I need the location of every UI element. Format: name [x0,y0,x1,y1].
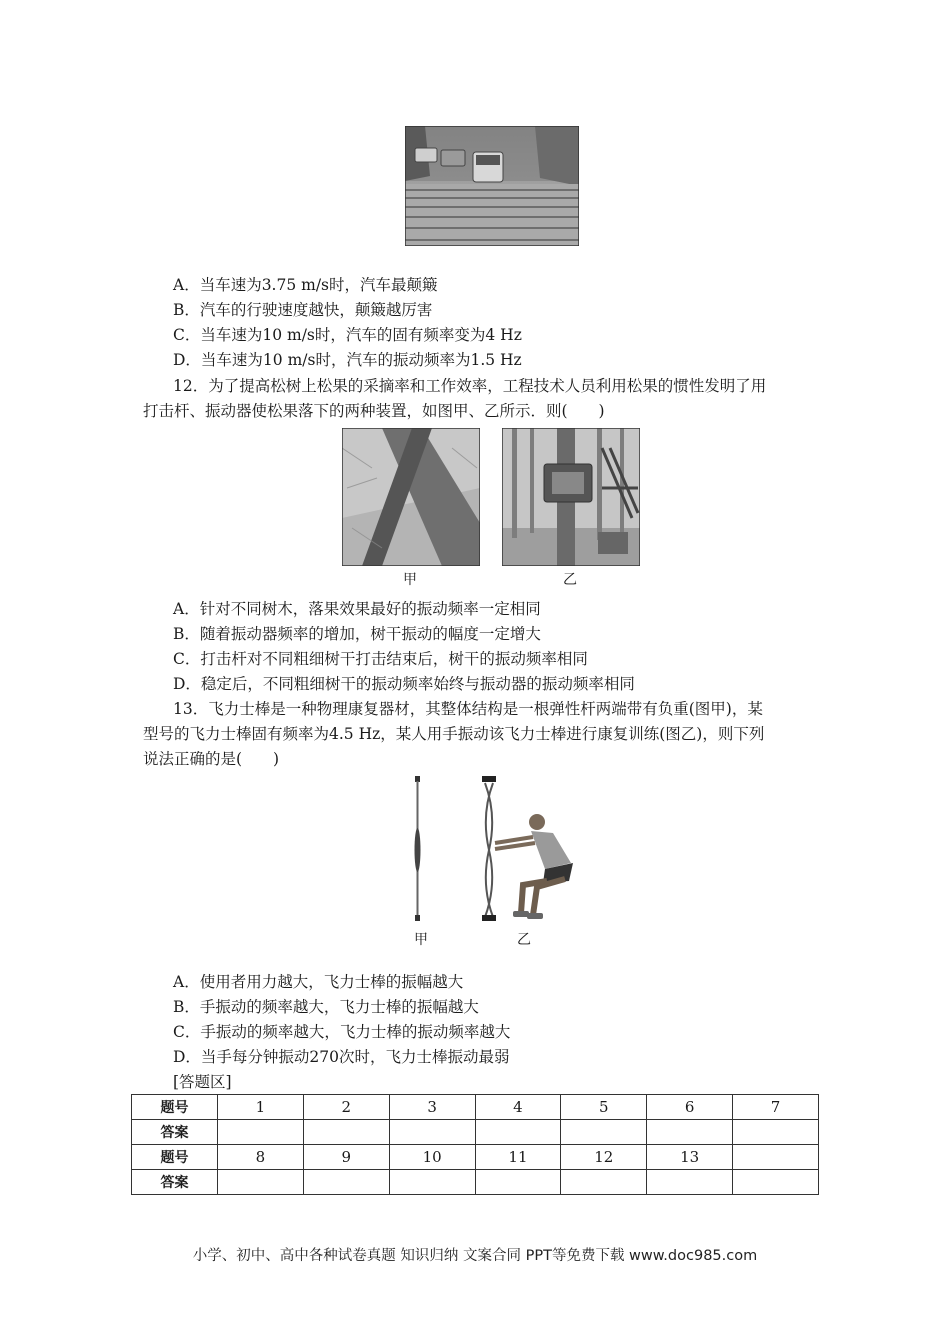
answer-cell[interactable] [647,1120,733,1145]
q12-option-d: D．稳定后，不同粗细树干的振动频率始终与振动器的振动频率相同 [173,675,635,693]
answer-cell[interactable] [389,1170,475,1195]
q13-option-b: B．手振动的频率越大，飞力士棒的振幅越大 [173,998,479,1016]
answer-table [131,1094,819,1195]
question-number-cell: 12 [561,1145,647,1170]
answer-cell[interactable] [647,1170,733,1195]
question-number-cell: 13 [647,1145,733,1170]
q13-option-c: C．手振动的频率越大，飞力士棒的振动频率越大 [173,1023,511,1041]
q11-option-a: A．当车速为3.75 m/s时，汽车最颠簸 [173,276,438,294]
q11-option-d: D．当车速为10 m/s时，汽车的振动频率为1.5 Hz [173,351,522,369]
q12-option-b: B．随着振动器频率的增加，树干振动的幅度一定增大 [173,625,541,643]
answer-cell[interactable] [389,1120,475,1145]
question-number-header: 题号 [132,1145,218,1170]
question-number-cell: 1 [218,1095,304,1120]
q12-figure-label-yi: 乙 [563,572,577,588]
q13-stem-line1: 13．飞力士棒是一种物理康复器材，其整体结构是一根弹性杆两端带有负重(图甲)，某 [173,700,763,718]
answer-cell[interactable] [561,1120,647,1145]
answer-cell[interactable] [303,1120,389,1145]
answer-cell[interactable] [561,1170,647,1195]
answer-cell[interactable] [218,1120,304,1145]
q12-figure-label-jia: 甲 [403,572,417,588]
q13-stem-line3: 说法正确的是( ) [143,750,280,768]
answer-table-row [132,1145,819,1170]
q11-option-c: C．当车速为10 m/s时，汽车的固有频率变为4 Hz [173,326,522,344]
q13-figure-label-jia: 甲 [414,932,428,948]
question-number-cell: 5 [561,1095,647,1120]
answer-cell[interactable] [733,1120,819,1145]
question-number-cell: 4 [475,1095,561,1120]
answer-cell[interactable] [218,1170,304,1195]
car-road-photo [405,126,579,246]
answer-area-title: [答题区] [173,1073,232,1091]
q12-stem-line1: 12．为了提高松树上松果的采摘率和工作效率，工程技术人员利用松果的惯性发明了用 [173,377,767,395]
question-number-cell: 2 [303,1095,389,1120]
question-number-cell: 8 [218,1145,304,1170]
question-number-cell [733,1145,819,1170]
answer-cell[interactable] [733,1170,819,1195]
q12-option-c: C．打击杆对不同粗细树干打击结束后，树干的振动频率相同 [173,650,588,668]
question-number-cell: 10 [389,1145,475,1170]
answer-table-row [132,1170,819,1195]
q11-option-b: B．汽车的行驶速度越快，颠簸越厉害 [173,301,433,319]
q12-stem-line2: 打击杆、振动器使松果落下的两种装置，如图甲、乙所示．则( ) [143,402,605,420]
answer-header: 答案 [132,1170,218,1195]
page-footer: 小学、初中、高中各种试卷真题 知识归纳 文案合同 PPT等免费下载 www.doc985.com [192,1248,758,1264]
q13-option-d: D．当手每分钟振动270次时，飞力士棒振动最弱 [173,1048,510,1066]
question-number-cell: 6 [647,1095,733,1120]
q12-option-a: A．针对不同树木，落果效果最好的振动频率一定相同 [173,600,541,618]
answer-cell[interactable] [475,1170,561,1195]
question-number-cell: 7 [733,1095,819,1120]
tree-strike-photo [342,428,480,566]
flexi-bar-figure [405,775,585,925]
q13-stem-line2: 型号的飞力士棒固有频率为4.5 Hz，某人用手振动该飞力士棒进行康复训练(图乙)，则下列 [143,725,765,743]
answer-table-row [132,1095,819,1120]
answer-table-row [132,1120,819,1145]
answer-header: 答案 [132,1120,218,1145]
question-number-header: 题号 [132,1095,218,1120]
q13-figure-label-yi: 乙 [517,932,531,948]
question-number-cell: 11 [475,1145,561,1170]
question-number-cell: 3 [389,1095,475,1120]
tree-shaker-photo [502,428,640,566]
q13-option-a: A．使用者用力越大，飞力士棒的振幅越大 [173,973,464,991]
question-number-cell: 9 [303,1145,389,1170]
answer-cell[interactable] [475,1120,561,1145]
answer-cell[interactable] [303,1170,389,1195]
